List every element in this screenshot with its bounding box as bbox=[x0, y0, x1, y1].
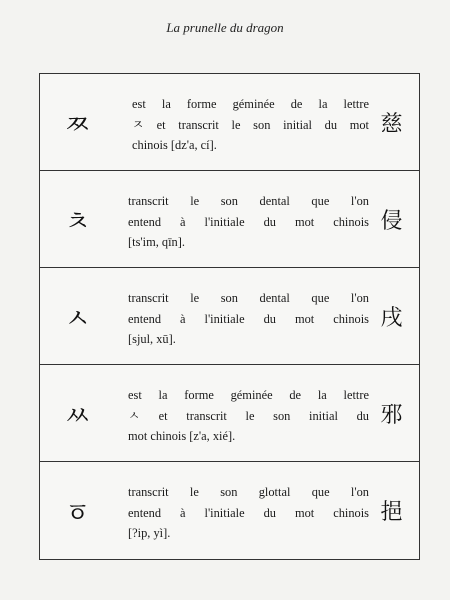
description-line: mot chinois [z'a, xié]. bbox=[128, 429, 236, 443]
description-line: ㅈ et transcrit le son initial du mot bbox=[132, 117, 369, 132]
letter-description bbox=[128, 288, 369, 350]
description-line: entend à l'initiale du mot chinois bbox=[128, 505, 369, 520]
description-line: transcrit le son glottal que l'on bbox=[128, 485, 369, 499]
hangul-letter: ㅊ bbox=[64, 206, 91, 238]
table-row bbox=[40, 268, 419, 365]
description-line: entend à l'initiale du mot chinois bbox=[128, 311, 369, 326]
page-title: La prunelle du dragon bbox=[166, 20, 284, 35]
description-line: entend à l'initiale du mot chinois bbox=[128, 214, 369, 229]
table-row bbox=[40, 462, 419, 559]
description-line: ㅅ et transcrit le son initial du bbox=[128, 408, 369, 423]
table-row bbox=[40, 365, 419, 462]
description-line: est la forme géminée de la lettre bbox=[132, 97, 369, 111]
description-line: transcrit le son dental que l'on bbox=[128, 291, 369, 305]
letter-description bbox=[132, 94, 369, 156]
chinese-character: 侵 bbox=[380, 208, 403, 234]
hangul-letter: ㆆ bbox=[64, 498, 91, 529]
table-row bbox=[40, 171, 419, 268]
description-line: chinois [dz'a, cí]. bbox=[132, 138, 217, 152]
letter-description bbox=[128, 482, 369, 544]
letters-table bbox=[39, 73, 420, 560]
table-row bbox=[40, 74, 419, 171]
hangul-letter: ㅆ bbox=[64, 400, 91, 432]
hangul-letter: ㅅ bbox=[64, 303, 91, 335]
chinese-character: 邪 bbox=[380, 402, 403, 428]
description-line: transcrit le son dental que l'on bbox=[128, 194, 369, 208]
hangul-letter: ㅉ bbox=[64, 109, 91, 141]
description-line: [ts'im, qīn]. bbox=[128, 235, 185, 249]
description-line: est la forme géminée de la lettre bbox=[128, 388, 369, 402]
chinese-character: 慈 bbox=[380, 111, 403, 137]
letter-description bbox=[128, 385, 369, 447]
letter-description bbox=[128, 191, 369, 253]
chinese-character: 戌 bbox=[380, 305, 403, 331]
description-line: [sjul, xū]. bbox=[128, 332, 176, 346]
description-line: [?ip, yì]. bbox=[128, 526, 171, 540]
chinese-character: 挹 bbox=[380, 500, 403, 525]
